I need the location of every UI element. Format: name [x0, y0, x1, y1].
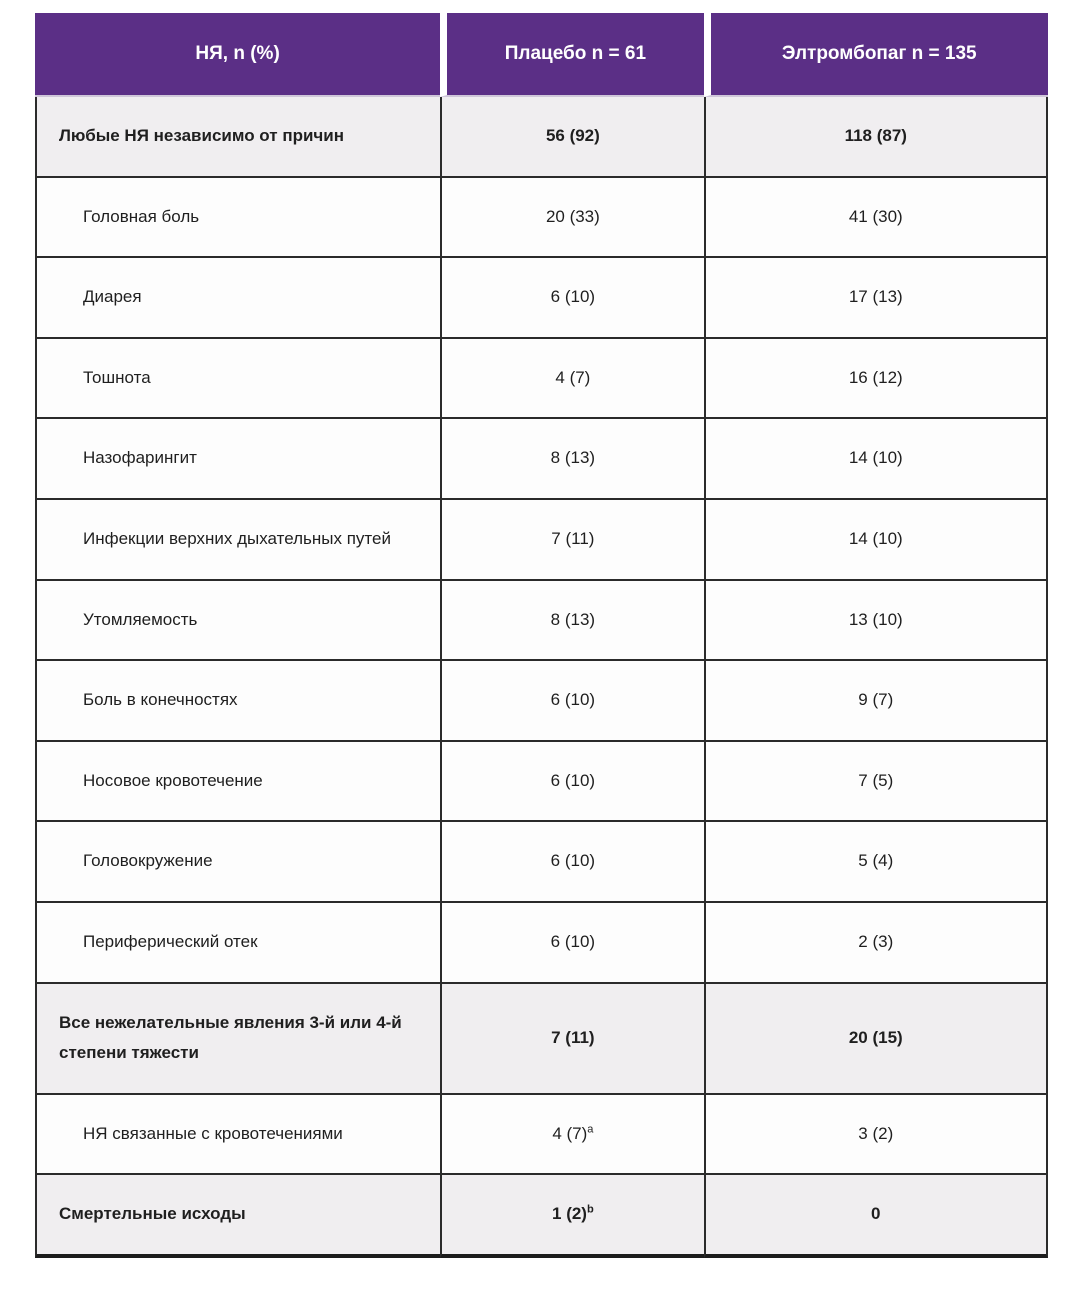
table-row	[35, 984, 1048, 1095]
eltrombopag-value-cell: 9 (7)	[704, 661, 1048, 742]
eltrombopag-value-cell: 20 (15)	[704, 984, 1048, 1095]
table-row	[35, 97, 1048, 178]
placebo-value-cell: 6 (10)	[440, 258, 703, 339]
footnote-marker: b	[586, 1203, 594, 1216]
eltrombopag-value-cell: 41 (30)	[704, 178, 1048, 259]
header-row	[35, 13, 1048, 97]
table-row	[35, 581, 1048, 662]
adverse-events-table	[35, 13, 1048, 1258]
eltrombopag-value-cell: 0	[704, 1175, 1048, 1258]
row-label-cell: Носовое кровотечение	[35, 742, 440, 823]
eltrombopag-value-cell: 3 (2)	[704, 1095, 1048, 1176]
row-label-cell: Все нежелательные явления 3-й или 4-й степени тяжести	[35, 984, 440, 1095]
placebo-value-cell: 6 (10)	[440, 742, 703, 823]
table-row	[35, 903, 1048, 984]
table-row	[35, 258, 1048, 339]
eltrombopag-value-cell: 14 (10)	[704, 500, 1048, 581]
row-label-cell: Назофарингит	[35, 419, 440, 500]
placebo-value-cell: 6 (10)	[440, 822, 703, 903]
eltrombopag-value-cell: 17 (13)	[704, 258, 1048, 339]
row-label-cell: Тошнота	[35, 339, 440, 420]
eltrombopag-value-cell: 14 (10)	[704, 419, 1048, 500]
table-row	[35, 419, 1048, 500]
placebo-value-cell: 7 (11)	[440, 500, 703, 581]
placebo-value-cell: 7 (11)	[440, 984, 703, 1095]
column-header-placebo: Плацебо n = 61	[440, 13, 703, 97]
footnote-marker: a	[587, 1123, 594, 1136]
placebo-value-cell: 6 (10)	[440, 661, 703, 742]
table-body	[35, 97, 1048, 1258]
eltrombopag-value-cell: 7 (5)	[704, 742, 1048, 823]
placebo-value-cell: 20 (33)	[440, 178, 703, 259]
table-row	[35, 742, 1048, 823]
eltrombopag-value-cell: 16 (12)	[704, 339, 1048, 420]
placebo-value-cell: 56 (92)	[440, 97, 703, 178]
row-label-cell: Головокружение	[35, 822, 440, 903]
row-label-cell: Утомляемость	[35, 581, 440, 662]
table-row	[35, 500, 1048, 581]
column-header-adverse-event: НЯ, n (%)	[35, 13, 440, 97]
table-row	[35, 822, 1048, 903]
row-label-cell: Любые НЯ независимо от причин	[35, 97, 440, 178]
row-label-cell: НЯ связанные с кровотечениями	[35, 1095, 440, 1176]
row-label-cell: Смертельные исходы	[35, 1175, 440, 1258]
placebo-value-cell: 4 (7)	[440, 339, 703, 420]
placebo-value-cell: 8 (13)	[440, 419, 703, 500]
row-label-cell: Инфекции верхних дыхательных путей	[35, 500, 440, 581]
row-label-cell: Периферический отек	[35, 903, 440, 984]
eltrombopag-value-cell: 2 (3)	[704, 903, 1048, 984]
eltrombopag-value-cell: 13 (10)	[704, 581, 1048, 662]
column-header-eltrombopag: Элтромбопаг n = 135	[704, 13, 1048, 97]
placebo-value-cell: 6 (10)	[440, 903, 703, 984]
table-row	[35, 1175, 1048, 1258]
eltrombopag-value-cell: 118 (87)	[704, 97, 1048, 178]
eltrombopag-value-cell: 5 (4)	[704, 822, 1048, 903]
placebo-value-cell: 8 (13)	[440, 581, 703, 662]
table-row	[35, 178, 1048, 259]
table-row	[35, 1095, 1048, 1176]
table-header	[35, 13, 1048, 97]
table-row	[35, 339, 1048, 420]
row-label-cell: Головная боль	[35, 178, 440, 259]
row-label-cell: Боль в конечностях	[35, 661, 440, 742]
row-label-cell: Диарея	[35, 258, 440, 339]
placebo-value-cell: 1 $(2)^b$	[440, 1175, 703, 1258]
placebo-value-cell: 4 $(7)^a$	[440, 1095, 703, 1176]
table-row	[35, 661, 1048, 742]
